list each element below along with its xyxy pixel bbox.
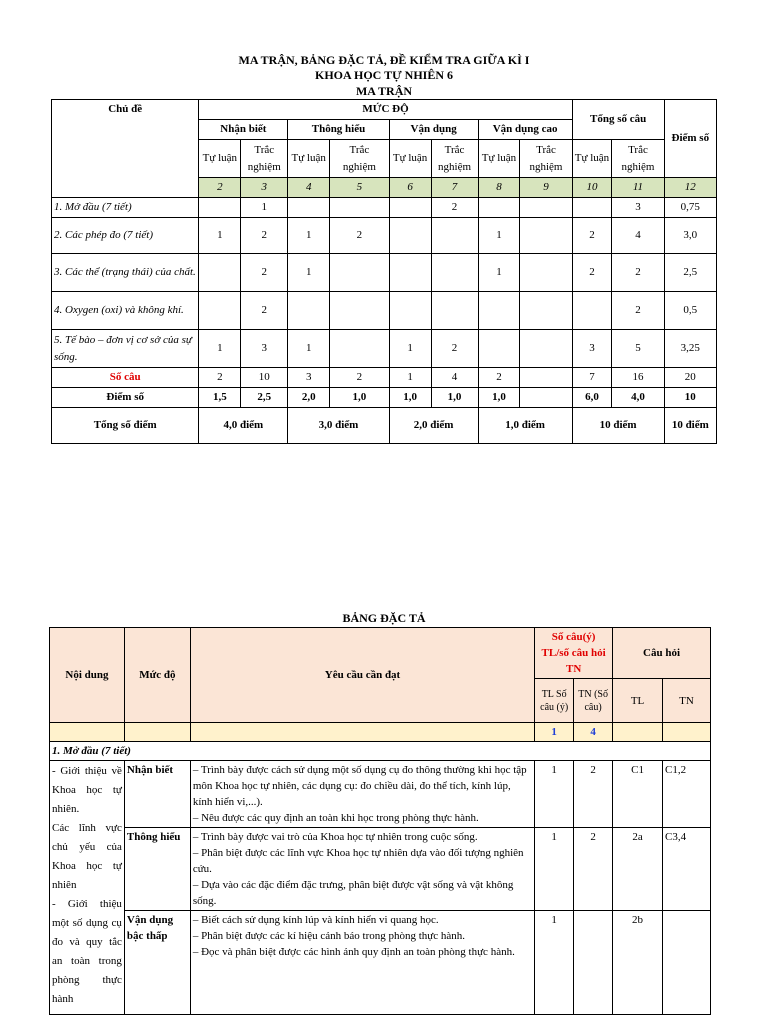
spec-section: 1. Mở đầu (7 tiết)	[50, 742, 711, 761]
spec-header-tn: TN (Số câu)	[574, 679, 613, 723]
spec-qtl: C1	[613, 761, 663, 828]
diemso-label: Điểm số	[52, 388, 199, 408]
matrix-cell	[431, 292, 478, 330]
matrix-cell: 0,5	[664, 292, 716, 330]
header-tracnghiem: Trắc nghiệm	[612, 140, 664, 178]
matrix-cell	[199, 198, 241, 218]
diemso-cell: 1,0	[389, 388, 431, 408]
matrix-cell	[389, 218, 431, 254]
spec-level: Vận dụng bậc thấp	[124, 911, 190, 1015]
spec-level: Nhận biết	[124, 761, 190, 828]
matrix-cell: 2	[612, 254, 664, 292]
socau-cell: 7	[572, 368, 612, 388]
spec-tl: 1	[535, 911, 574, 1015]
spec-header-mucdo: Mức độ	[124, 628, 190, 723]
spec-title: BẢNG ĐẶC TẢ	[342, 611, 426, 625]
spec-tn: 2	[574, 828, 613, 911]
req-line: – Biết cách sử dụng kính lúp và kính hiển vi quang học.	[192, 914, 439, 926]
header-tracnghiem: Trắc nghiệm	[330, 140, 390, 178]
matrix-cell	[478, 330, 520, 368]
header-chude: Chủ đề	[52, 100, 199, 198]
socau-cell	[520, 368, 572, 388]
header-tongsocau: Tổng số câu	[572, 100, 664, 140]
matrix-cell: 1	[241, 198, 288, 218]
spec-header-socau: Số câu(ý) TL/số câu hỏi TN	[535, 628, 613, 679]
header-tuluan: Tự luận	[288, 140, 330, 178]
spec-header-cauhoi: Câu hỏi	[613, 628, 711, 679]
col-number: 9	[520, 178, 572, 198]
col-number: 11	[612, 178, 664, 198]
matrix-cell	[330, 330, 390, 368]
content-line: - Giới thiệu về Khoa học tự nhiên.	[52, 765, 122, 815]
matrix-cell	[572, 292, 612, 330]
matrix-cell: 1	[478, 218, 520, 254]
topic-name: 4. Oxygen (oxi) và không khí.	[52, 292, 199, 330]
matrix-cell: 1	[288, 218, 330, 254]
diemso-cell: 1,0	[330, 388, 390, 408]
col-number: 4	[288, 178, 330, 198]
diemso-cell	[520, 388, 572, 408]
req-line: – Phân biệt được các lĩnh vực Khoa học tự nhiên dựa vào đối tượng nghiên cứu.	[192, 847, 524, 875]
req-line: – Đọc và phân biệt được các hình ảnh quy định an toàn phòng thực hành.	[192, 946, 515, 958]
topic-name: 3. Các thể (trạng thái) của chất.	[52, 254, 199, 292]
col-number: 2	[199, 178, 241, 198]
spec-tl: 1	[535, 828, 574, 911]
matrix-cell: 1	[288, 330, 330, 368]
matrix-cell	[572, 198, 612, 218]
spec-header-tl2: TL	[613, 679, 663, 723]
socau-cell: 4	[431, 368, 478, 388]
header-tracnghiem: Trắc nghiệm	[520, 140, 572, 178]
socau-cell: 2	[478, 368, 520, 388]
socau-label: Số câu	[52, 368, 199, 388]
matrix-cell	[389, 254, 431, 292]
tongdiem-cell: 3,0 điểm	[288, 408, 389, 444]
col-number: 3	[241, 178, 288, 198]
tongdiem-cell: 2,0 điểm	[389, 408, 478, 444]
diemso-cell: 2,5	[241, 388, 288, 408]
sum-tn: 4	[574, 723, 613, 742]
req-line: – Dựa vào các đặc điểm đặc trưng, phân biệt được vật sống và vật không sống.	[192, 879, 514, 907]
matrix-cell	[199, 292, 241, 330]
matrix-cell	[520, 198, 572, 218]
spec-header-tn2: TN	[663, 679, 711, 723]
diemso-cell: 1,5	[199, 388, 241, 408]
diemso-cell: 6,0	[572, 388, 612, 408]
header-tuluan: Tự luận	[199, 140, 241, 178]
header-diem: Điểm số	[664, 100, 716, 178]
col-number: 8	[478, 178, 520, 198]
matrix-cell	[431, 254, 478, 292]
spec-req	[190, 911, 534, 1015]
matrix-cell: 2	[431, 198, 478, 218]
spec-tn: 2	[574, 761, 613, 828]
socau-cell: 3	[288, 368, 330, 388]
matrix-cell	[288, 292, 330, 330]
tongdiem-cell: 10 điểm	[664, 408, 716, 444]
spec-table	[49, 627, 711, 1015]
matrix-cell	[520, 254, 572, 292]
diemso-cell: 1,0	[431, 388, 478, 408]
matrix-table	[51, 99, 717, 444]
spec-qtn: C1,2	[663, 761, 711, 828]
socau-cell: 20	[664, 368, 716, 388]
topic-name: 2. Các phép đo (7 tiết)	[52, 218, 199, 254]
matrix-cell	[199, 254, 241, 292]
tongdiem-cell: 10 điểm	[572, 408, 664, 444]
sum-tl: 1	[535, 723, 574, 742]
header-level: Nhận biết	[199, 120, 288, 140]
header-tuluan: Tự luận	[389, 140, 431, 178]
col-number: 6	[389, 178, 431, 198]
spec-qtl: 2a	[613, 828, 663, 911]
matrix-cell	[330, 254, 390, 292]
matrix-cell: 3	[241, 330, 288, 368]
req-line: – Nêu được các quy định an toàn khi học trong phòng thực hành.	[192, 812, 479, 824]
socau-cell: 2	[330, 368, 390, 388]
header-tuluan: Tự luận	[478, 140, 520, 178]
matrix-cell: 2	[241, 254, 288, 292]
col-number: 12	[664, 178, 716, 198]
matrix-cell: 3	[612, 198, 664, 218]
matrix-cell: 1	[389, 330, 431, 368]
spec-content	[50, 761, 125, 1015]
matrix-cell	[478, 198, 520, 218]
matrix-cell	[520, 330, 572, 368]
tongdiem-label: Tổng số điểm	[52, 408, 199, 444]
spec-header-tl: TL Số câu (ý)	[535, 679, 574, 723]
spec-req	[190, 761, 534, 828]
socau-cell: 10	[241, 368, 288, 388]
matrix-cell	[330, 292, 390, 330]
spec-qtl: 2b	[613, 911, 663, 1015]
header-tuluan: Tự luận	[572, 140, 612, 178]
col-number: 10	[572, 178, 612, 198]
matrix-cell: 3,25	[664, 330, 716, 368]
header-tracnghiem: Trắc nghiệm	[431, 140, 478, 178]
header-level: Vận dụng cao	[478, 120, 572, 140]
matrix-cell	[478, 292, 520, 330]
req-line: – Trình bày được cách sử dụng một số dụng cụ đo thông thường khi học tập môn Khoa học tự nhiên, các dụng cụ: đo chiều dài, đo thể tích, kính lúp, kính hiển vi,...).	[192, 764, 527, 808]
header-level: Thông hiểu	[288, 120, 389, 140]
matrix-cell: 2	[612, 292, 664, 330]
req-line: – Phân biệt được các kí hiệu cảnh báo trong phòng thực hành.	[192, 930, 466, 942]
spec-tl: 1	[535, 761, 574, 828]
socau-cell: 2	[199, 368, 241, 388]
matrix-cell: 0,75	[664, 198, 716, 218]
matrix-cell: 3	[572, 330, 612, 368]
spec-qtn: C3,4	[663, 828, 711, 911]
matrix-cell: 1	[199, 218, 241, 254]
matrix-cell: 2	[241, 292, 288, 330]
spec-req	[190, 828, 534, 911]
col-number: 7	[431, 178, 478, 198]
matrix-cell: 2	[572, 218, 612, 254]
matrix-cell: 1	[199, 330, 241, 368]
header-tracnghiem: Trắc nghiệm	[241, 140, 288, 178]
doc-subtitle: KHOA HỌC TỰ NHIÊN 6	[314, 68, 454, 82]
matrix-cell: 1	[288, 254, 330, 292]
matrix-cell	[520, 218, 572, 254]
header-level: Vận dụng	[389, 120, 478, 140]
tongdiem-cell: 1,0 điểm	[478, 408, 572, 444]
content-line: Các lĩnh vực chủ yếu của Khoa học tự nhiên	[52, 822, 122, 891]
spec-header-noidung: Nội dung	[50, 628, 125, 723]
header-mucdo: MỨC ĐỘ	[199, 100, 572, 120]
matrix-cell	[431, 218, 478, 254]
socau-cell: 16	[612, 368, 664, 388]
matrix-cell: 2,5	[664, 254, 716, 292]
matrix-cell: 1	[478, 254, 520, 292]
matrix-cell	[330, 198, 390, 218]
diemso-cell: 4,0	[612, 388, 664, 408]
req-line: – Trình bày được vai trò của Khoa học tự nhiên trong cuộc sống.	[192, 831, 478, 843]
matrix-cell: 4	[612, 218, 664, 254]
matrix-cell: 2	[330, 218, 390, 254]
matrix-cell	[389, 198, 431, 218]
content-line: - Giới thiệu một số dụng cụ đo và quy tắc an toàn trong phòng thực hành	[52, 898, 122, 1005]
matrix-title: MA TRẬN	[355, 84, 413, 98]
spec-qtn	[663, 911, 711, 1015]
matrix-cell: 2	[241, 218, 288, 254]
diemso-cell: 10	[664, 388, 716, 408]
spec-tn	[574, 911, 613, 1015]
doc-title: MA TRẬN, BẢNG ĐẶC TẢ, ĐỀ KIỂM TRA GIỮA KÌ I	[238, 53, 530, 67]
matrix-cell: 3,0	[664, 218, 716, 254]
socau-cell: 1	[389, 368, 431, 388]
spec-header-yeucau: Yêu cầu cần đạt	[190, 628, 534, 723]
matrix-cell: 2	[572, 254, 612, 292]
col-number: 5	[330, 178, 390, 198]
matrix-cell: 2	[431, 330, 478, 368]
topic-name: 5. Tế bào – đơn vị cơ sở của sự sống.	[52, 330, 199, 368]
diemso-cell: 2,0	[288, 388, 330, 408]
tongdiem-cell: 4,0 điểm	[199, 408, 288, 444]
topic-name: 1. Mở đầu (7 tiết)	[52, 198, 199, 218]
spec-level: Thông hiểu	[124, 828, 190, 911]
matrix-cell	[288, 198, 330, 218]
matrix-cell: 5	[612, 330, 664, 368]
matrix-cell	[389, 292, 431, 330]
matrix-cell	[520, 292, 572, 330]
diemso-cell: 1,0	[478, 388, 520, 408]
